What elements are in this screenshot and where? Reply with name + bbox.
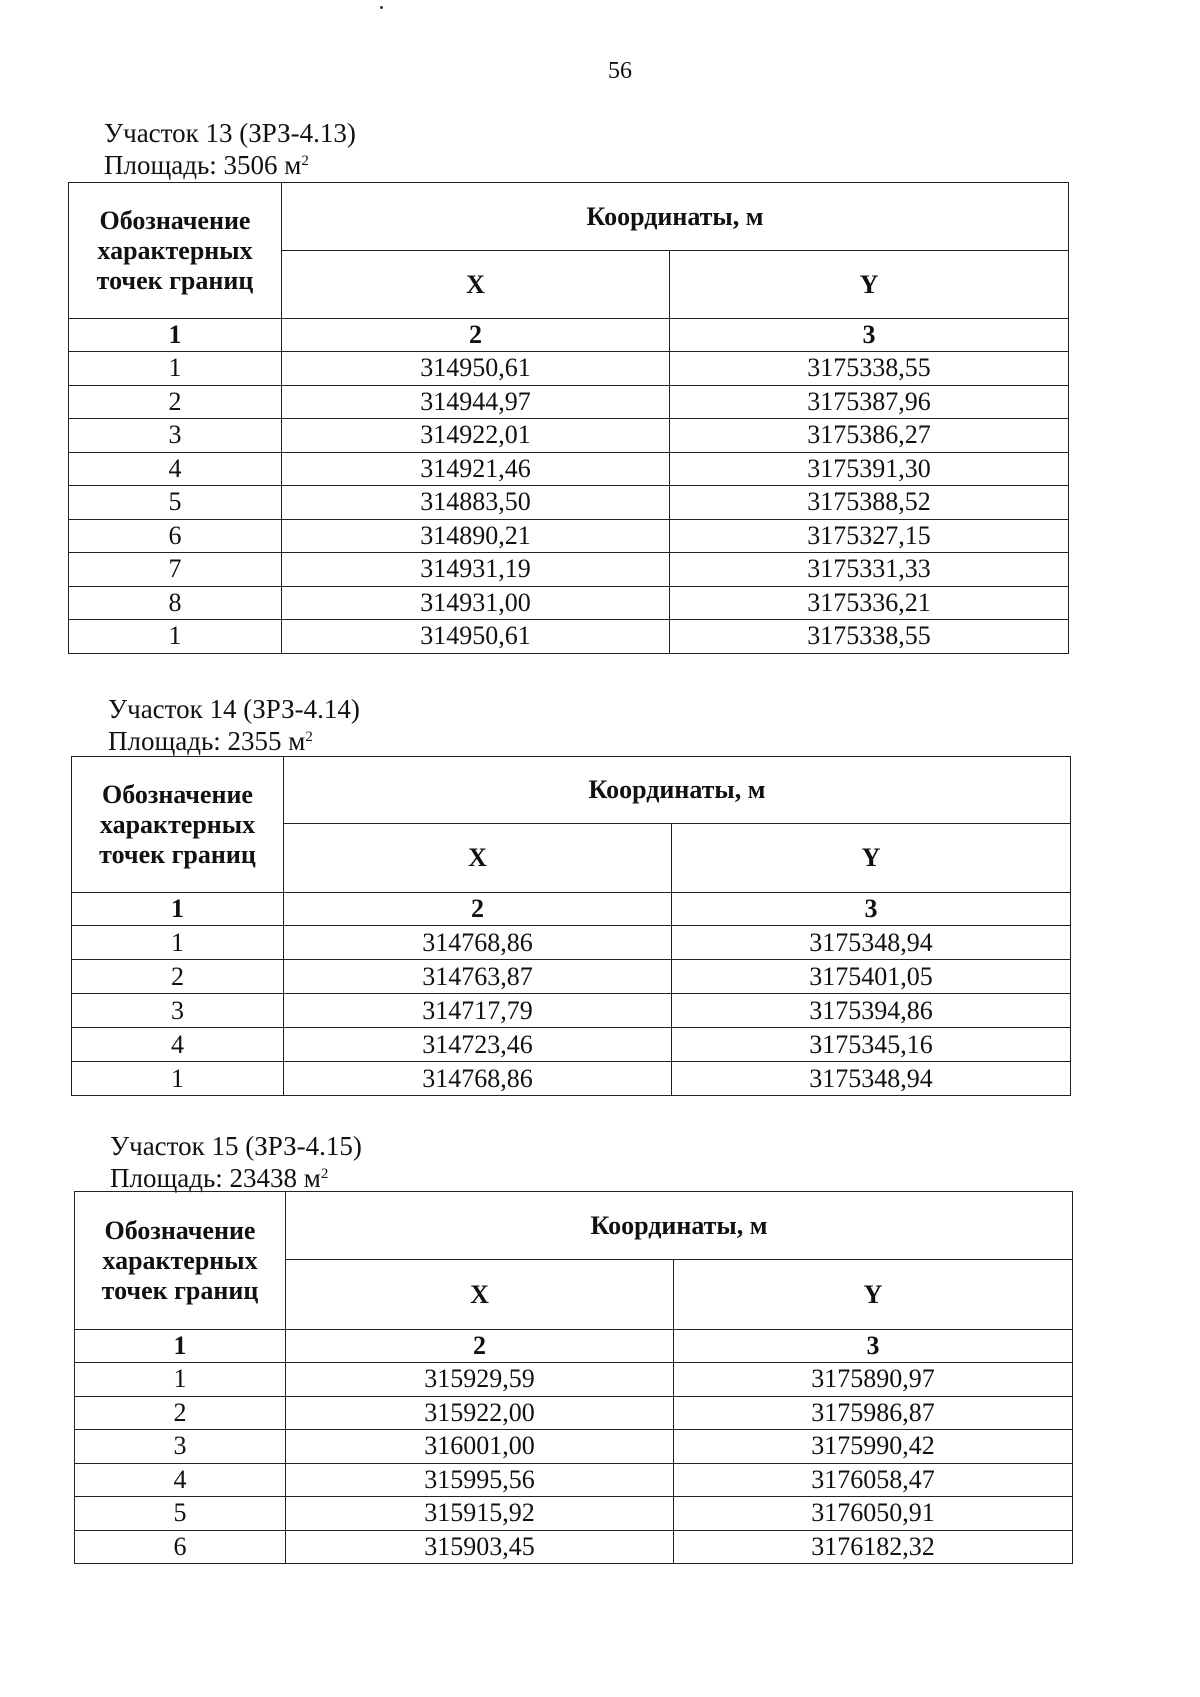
x-value: 314931,00 <box>282 586 670 620</box>
point-number: 4 <box>75 1463 286 1497</box>
x-value: 314883,50 <box>282 486 670 520</box>
x-value: 315915,92 <box>286 1497 674 1531</box>
x-header: X <box>284 824 672 893</box>
parcel-area: Площадь: 2355 $м^2$ <box>108 726 313 756</box>
y-value: 3175391,30 <box>670 452 1069 486</box>
point-number: 1 <box>72 926 284 960</box>
y-value: 3175348,94 <box>672 926 1071 960</box>
y-value: 3175331,33 <box>670 553 1069 587</box>
point-number: 4 <box>72 1028 284 1062</box>
table-row <box>69 385 1069 419</box>
point-number: 2 <box>72 960 284 994</box>
point-number: 1 <box>72 1062 284 1096</box>
table-row <box>75 1497 1073 1531</box>
col-number: 2 <box>284 893 672 926</box>
point-number: 5 <box>75 1497 286 1531</box>
point-number: 8 <box>69 586 282 620</box>
table-row <box>69 486 1069 520</box>
col-number: 3 <box>674 1330 1073 1363</box>
table-row <box>69 452 1069 486</box>
coordinates-table <box>71 756 1071 1096</box>
x-value: 314890,21 <box>282 519 670 553</box>
point-designation-header: Обозначение характерных точек границ <box>75 1192 286 1330</box>
point-number: 5 <box>69 486 282 520</box>
coordinates-table <box>74 1191 1073 1564</box>
x-value: 314922,01 <box>282 419 670 453</box>
y-value: 3175386,27 <box>670 419 1069 453</box>
parcel-title: Участок 13 (ЗРЗ-4.13) <box>104 118 356 148</box>
x-value: 314768,86 <box>284 1062 672 1096</box>
coordinates-header: Координаты, м <box>286 1192 1073 1260</box>
x-value: 316001,00 <box>286 1430 674 1464</box>
column-number-row <box>69 319 1069 352</box>
point-number: 6 <box>75 1530 286 1564</box>
parcel-area: Площадь: 23438 $м^2$ <box>110 1163 329 1193</box>
coordinates-header: Координаты, м <box>284 757 1071 824</box>
y-value: 3176058,47 <box>674 1463 1073 1497</box>
table-row <box>72 926 1071 960</box>
table-row <box>75 1396 1073 1430</box>
y-header: Y <box>670 251 1069 319</box>
point-number: 1 <box>69 352 282 386</box>
table-row <box>75 1463 1073 1497</box>
y-header: Y <box>672 824 1071 893</box>
point-designation-header: Обозначение характерных точек границ <box>69 183 282 319</box>
col-number: 3 <box>672 893 1071 926</box>
table-row <box>75 1530 1073 1564</box>
y-value: 3175338,55 <box>670 620 1069 654</box>
table-row <box>75 1363 1073 1397</box>
col-number: 1 <box>75 1330 286 1363</box>
y-value: 3176182,32 <box>674 1530 1073 1564</box>
table-row <box>72 960 1071 994</box>
point-number: 3 <box>75 1430 286 1464</box>
y-value: 3176050,91 <box>674 1497 1073 1531</box>
point-number: 4 <box>69 452 282 486</box>
x-value: 314763,87 <box>284 960 672 994</box>
y-header: Y <box>674 1260 1073 1330</box>
table-row <box>69 620 1069 654</box>
x-value: 315929,59 <box>286 1363 674 1397</box>
x-value: 314768,86 <box>284 926 672 960</box>
coordinates-header: Координаты, м <box>282 183 1069 251</box>
x-value: 314931,19 <box>282 553 670 587</box>
parcel-area: Площадь: 3506 $м^2$ <box>104 150 309 180</box>
y-value: 3175348,94 <box>672 1062 1071 1096</box>
y-value: 3175388,52 <box>670 486 1069 520</box>
y-value: 3175387,96 <box>670 385 1069 419</box>
table-row <box>72 1028 1071 1062</box>
col-number: 1 <box>72 893 284 926</box>
x-value: 314921,46 <box>282 452 670 486</box>
column-number-row <box>75 1330 1073 1363</box>
page-number: 56 <box>608 58 632 84</box>
table-row <box>69 419 1069 453</box>
x-value: 315903,45 <box>286 1530 674 1564</box>
col-number: 3 <box>670 319 1069 352</box>
table-row <box>75 1430 1073 1464</box>
x-value: 314723,46 <box>284 1028 672 1062</box>
table-row <box>69 352 1069 386</box>
col-number: 1 <box>69 319 282 352</box>
table-row <box>72 1062 1071 1096</box>
parcel-title: Участок 15 (ЗРЗ-4.15) <box>110 1131 362 1161</box>
point-number: 6 <box>69 519 282 553</box>
y-value: 3175890,97 <box>674 1363 1073 1397</box>
point-number: 3 <box>72 994 284 1028</box>
x-value: 314944,97 <box>282 385 670 419</box>
parcel-title: Участок 14 (ЗРЗ-4.14) <box>108 694 360 724</box>
y-value: 3175336,21 <box>670 586 1069 620</box>
table-row <box>69 553 1069 587</box>
col-number: 2 <box>282 319 670 352</box>
x-value: 315995,56 <box>286 1463 674 1497</box>
column-number-row <box>72 893 1071 926</box>
point-number: 1 <box>75 1363 286 1397</box>
scan-dot <box>380 6 383 9</box>
table-row <box>69 586 1069 620</box>
point-designation-header: Обозначение характерных точек границ <box>72 757 284 893</box>
x-value: 314950,61 <box>282 352 670 386</box>
x-header: X <box>286 1260 674 1330</box>
y-value: 3175990,42 <box>674 1430 1073 1464</box>
x-value: 315922,00 <box>286 1396 674 1430</box>
coordinates-table <box>68 182 1069 654</box>
point-number: 7 <box>69 553 282 587</box>
point-number: 2 <box>75 1396 286 1430</box>
col-number: 2 <box>286 1330 674 1363</box>
point-number: 2 <box>69 385 282 419</box>
y-value: 3175394,86 <box>672 994 1071 1028</box>
y-value: 3175986,87 <box>674 1396 1073 1430</box>
y-value: 3175345,16 <box>672 1028 1071 1062</box>
y-value: 3175327,15 <box>670 519 1069 553</box>
x-value: 314717,79 <box>284 994 672 1028</box>
point-number: 3 <box>69 419 282 453</box>
y-value: 3175401,05 <box>672 960 1071 994</box>
x-header: X <box>282 251 670 319</box>
table-row <box>69 519 1069 553</box>
y-value: 3175338,55 <box>670 352 1069 386</box>
x-value: 314950,61 <box>282 620 670 654</box>
table-row <box>72 994 1071 1028</box>
point-number: 1 <box>69 620 282 654</box>
